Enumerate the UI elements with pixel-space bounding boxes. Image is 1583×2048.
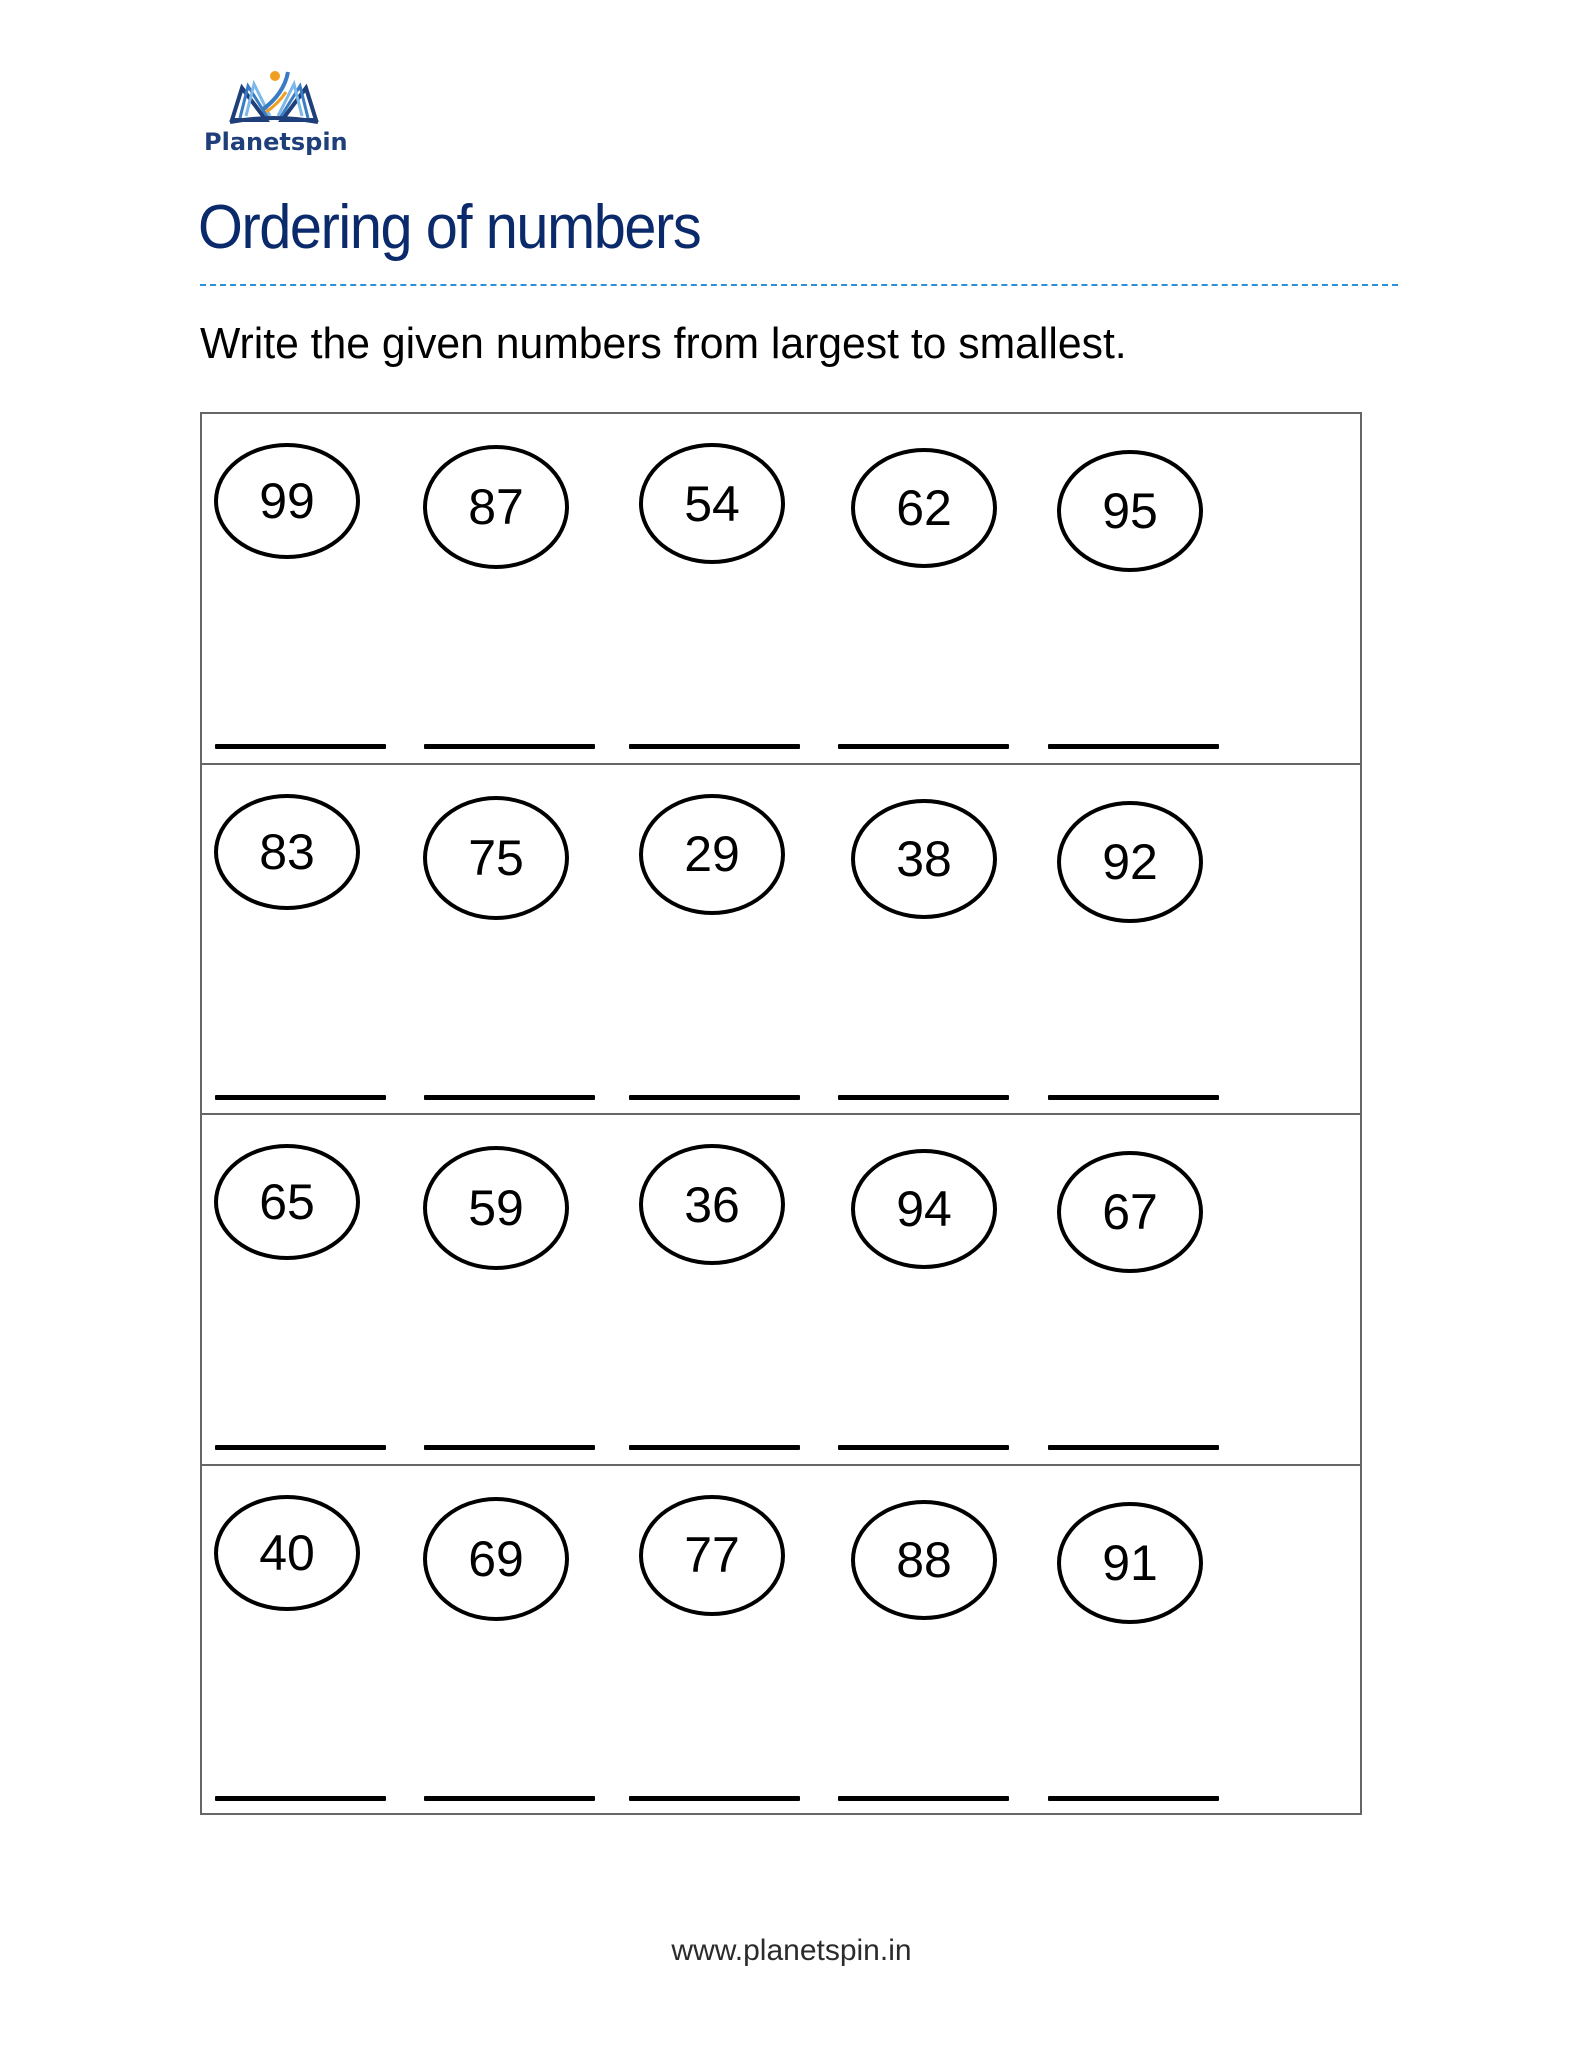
answer-blank[interactable] <box>424 1445 595 1450</box>
worksheet-row-3 <box>202 1115 1360 1466</box>
answer-blank[interactable] <box>838 744 1009 749</box>
number-bubble: 54 <box>639 443 785 564</box>
answer-blank[interactable] <box>838 1796 1009 1801</box>
answer-blank[interactable] <box>838 1445 1009 1450</box>
number-bubble: 94 <box>851 1149 997 1269</box>
number-bubble: 87 <box>423 445 569 569</box>
answer-blank[interactable] <box>424 744 595 749</box>
number-bubble: 99 <box>214 443 360 559</box>
answer-blank[interactable] <box>424 1796 595 1801</box>
number-bubble: 36 <box>639 1144 785 1265</box>
answer-blank[interactable] <box>215 1095 386 1100</box>
number-bubble: 29 <box>639 794 785 915</box>
number-bubble: 75 <box>423 796 569 920</box>
number-bubble: 92 <box>1057 801 1203 923</box>
answer-blank[interactable] <box>629 1796 800 1801</box>
answer-blank[interactable] <box>1048 1796 1219 1801</box>
number-bubble: 65 <box>214 1144 360 1260</box>
worksheet-row-2 <box>202 765 1360 1116</box>
open-book-with-figure-icon <box>228 70 320 128</box>
number-bubble: 69 <box>423 1497 569 1621</box>
answer-blank[interactable] <box>215 744 386 749</box>
answer-blank[interactable] <box>1048 744 1219 749</box>
number-bubble: 95 <box>1057 450 1203 572</box>
answer-blank[interactable] <box>629 1445 800 1450</box>
number-bubble: 88 <box>851 1500 997 1620</box>
worksheet-row-4 <box>202 1466 1360 1817</box>
number-bubble: 62 <box>851 448 997 568</box>
number-bubble: 83 <box>214 794 360 910</box>
answer-blank[interactable] <box>1048 1095 1219 1100</box>
planetspin-logo <box>204 66 348 166</box>
number-bubble: 38 <box>851 799 997 919</box>
brand-name: Planetspin <box>204 128 348 156</box>
answer-blank[interactable] <box>1048 1445 1219 1450</box>
number-bubble: 91 <box>1057 1502 1203 1624</box>
number-bubble: 59 <box>423 1146 569 1270</box>
number-bubble: 40 <box>214 1495 360 1611</box>
worksheet-row-1 <box>202 414 1360 765</box>
footer-url: www.planetspin.in <box>671 1934 912 1967</box>
number-bubble: 77 <box>639 1495 785 1616</box>
answer-blank[interactable] <box>215 1796 386 1801</box>
answer-blank[interactable] <box>629 744 800 749</box>
title-divider <box>200 284 1398 286</box>
answer-blank[interactable] <box>215 1445 386 1450</box>
number-bubble: 67 <box>1057 1151 1203 1273</box>
instruction-text: Write the given numbers from largest to smallest. <box>200 319 1127 368</box>
answer-blank[interactable] <box>838 1095 1009 1100</box>
page-title: Ordering of numbers <box>198 193 701 262</box>
answer-blank[interactable] <box>629 1095 800 1100</box>
worksheet-table <box>200 412 1362 1815</box>
answer-blank[interactable] <box>424 1095 595 1100</box>
